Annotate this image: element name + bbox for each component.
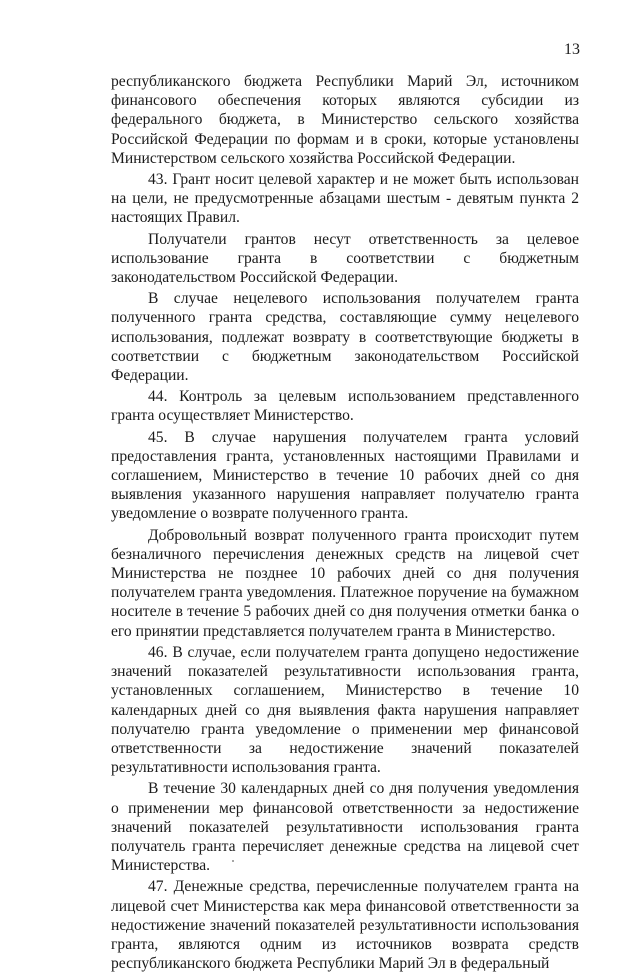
paragraph-continuation: республиканского бюджета Республики Марий Эл, источником финансового обеспечения которых являются субсидии из федерального бюджета, в Министерство сельского хозяйства Российской Федерации по формам и в сроки, которые установлены Министерством сельского хозяйства Российской Федерации. <box>111 73 579 167</box>
paragraph-item-44: 44. Контроль за целевым использованием представленного гранта осуществляет Министерство. <box>111 388 579 425</box>
page-number: 13 <box>564 41 580 58</box>
paragraph-item-47: 47. Денежные средства, перечисленные получателем гранта на лицевой счет Министерства как мера финансовой ответственности за недостижение значений показателей результативности использования гранта, являются одним из источников возврата средств республиканского бюджета Республики Марий Эл в федеральный <box>111 878 579 973</box>
scan-artifact <box>232 860 234 862</box>
paragraph-item-45: 45. В случае нарушения получателем гранта условий предоставления гранта, установленных настоящими Правилами и соглашением, Министерство в течение 10 рабочих дней со дня выявления указанного нарушения направляет получателю гранта уведомление о возврате полученного гранта. <box>111 428 579 523</box>
paragraph: В течение 30 календарных дней со дня получения уведомления о применении мер финансовой ответственности за недостижение значений показателей результативности использования гранта получатель гранта перечисляет денежные средства на лицевой счет Министерства. <box>111 780 579 875</box>
paragraph: Получатели грантов несут ответственность за целевое использование гранта в соответствии с бюджетным законодательством Российской Федерации. <box>111 230 579 287</box>
paragraph-item-46: 46. В случае, если получателем гранта допущено недостижение значений показателей результативности использования гранта, установленных соглашением, Министерство в течение 10 календарных дней со дня выявления факта нарушения направляет получателю гранта уведомление о применении мер финансовой ответственности за недостижение значений показателей результативности использования гранта. <box>111 643 579 777</box>
paragraph: В случае нецелевого использования получателем гранта полученного гранта средства, составляющие сумму нецелевого использования, подлежат возврату в соответствующие бюджеты в соответствии с бюджетным законодательством Российской Федерации. <box>111 290 579 385</box>
paragraph-item-43: 43. Грант носит целевой характер и не может быть использован на цели, не предусмотренные абзацами шестым - девятым пункта 2 настоящих Правил. <box>111 171 579 227</box>
document-body <box>111 72 579 973</box>
paragraph: Добровольный возврат полученного гранта происходит путем безналичного перечисления денежных средств на лицевой счет Министерства не позднее 10 рабочих дней со дня получения получателем гранта уведомления. Платежное поручение на бумажном носителе в течение 5 рабочих дней со дня получения отметки банка о его принятии представляется получателем гранта в Министерство. <box>111 526 579 640</box>
